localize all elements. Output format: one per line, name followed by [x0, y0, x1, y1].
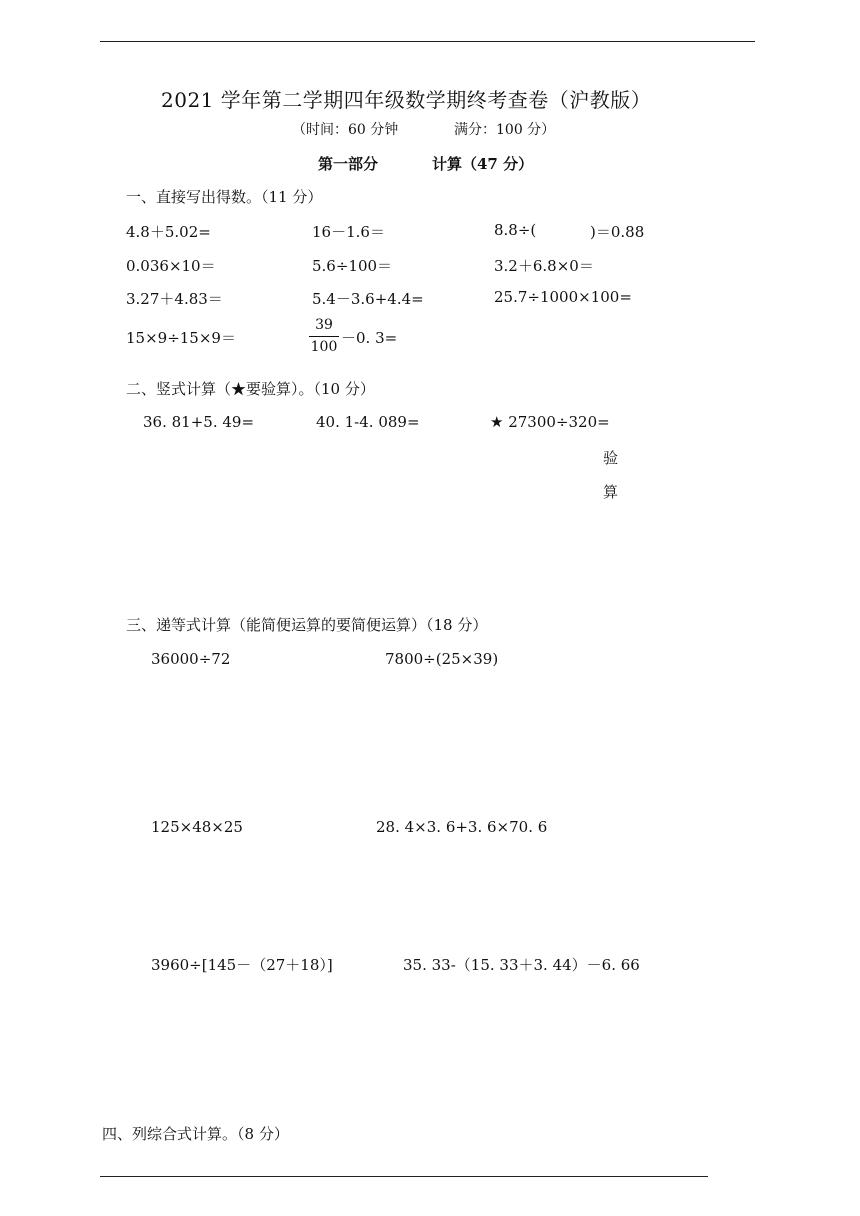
vertical-calc-3: ★ 27300÷320=: [490, 413, 610, 431]
score-info: 满分：100 分）: [454, 122, 556, 138]
top-rule: [100, 41, 755, 42]
section2-heading: 二、竖式计算（★要验算）。（10 分）: [126, 380, 375, 398]
section1-heading: 一、直接写出得数。（11 分）: [126, 188, 323, 206]
section3-heading: 三、递等式计算（能简便运算的要简便运算）（18 分）: [126, 616, 488, 634]
fraction-bar: [309, 336, 339, 337]
check-label-2: 算: [603, 483, 619, 501]
stepwise-calc-3: 125×48×25: [151, 818, 243, 836]
problem-4-1: 15×9÷15×9＝: [126, 329, 236, 347]
problem-2-3: 3.2＋6.8×0＝: [494, 257, 594, 275]
blank-answer-field[interactable]: [540, 221, 588, 239]
part-title: 计算（47 分）: [432, 155, 534, 173]
stepwise-calc-4: 28. 4×3. 6+3. 6×70. 6: [376, 818, 548, 836]
stepwise-calc-5: 3960÷[145－（27＋18）]: [151, 956, 333, 974]
problem-1-3-tail: )＝0.88: [590, 223, 645, 241]
fraction: [309, 317, 339, 355]
problem-1-3: 8.8÷(: [494, 221, 537, 239]
stepwise-calc-2: 7800÷(25×39): [385, 650, 499, 668]
problem-3-1: 3.27＋4.83＝: [126, 290, 223, 308]
stepwise-calc-6: 35. 33-（15. 33＋3. 44）－6. 66: [403, 956, 640, 974]
problem-3-2: 5.4－3.6+4.4=: [312, 290, 424, 308]
fraction-tail: －0. 3=: [341, 329, 398, 347]
part-label: 第一部分: [318, 155, 379, 173]
problem-1-1: 4.8＋5.02=: [126, 223, 211, 241]
problem-3-3: 25.7÷1000×100=: [494, 288, 632, 306]
problem-2-1: 0.036×10＝: [126, 257, 216, 275]
bottom-rule: [100, 1176, 708, 1177]
page-title: 2021 学年第二学期四年级数学期终考查卷（沪教版）: [161, 88, 652, 112]
stepwise-calc-1: 36000÷72: [151, 650, 231, 668]
problem-1-2: 16－1.6＝: [312, 223, 385, 241]
fraction-denominator: 100: [310, 339, 338, 355]
check-label-1: 验: [603, 449, 619, 467]
time-info: （时间：60 分钟: [292, 122, 399, 138]
vertical-calc-1: 36. 81+5. 49=: [143, 413, 255, 431]
problem-2-2: 5.6÷100＝: [312, 257, 393, 275]
fraction-numerator: 39: [315, 317, 333, 333]
vertical-calc-2: 40. 1-4. 089=: [316, 413, 420, 431]
section4-heading: 四、列综合式计算。（8 分）: [102, 1125, 289, 1143]
